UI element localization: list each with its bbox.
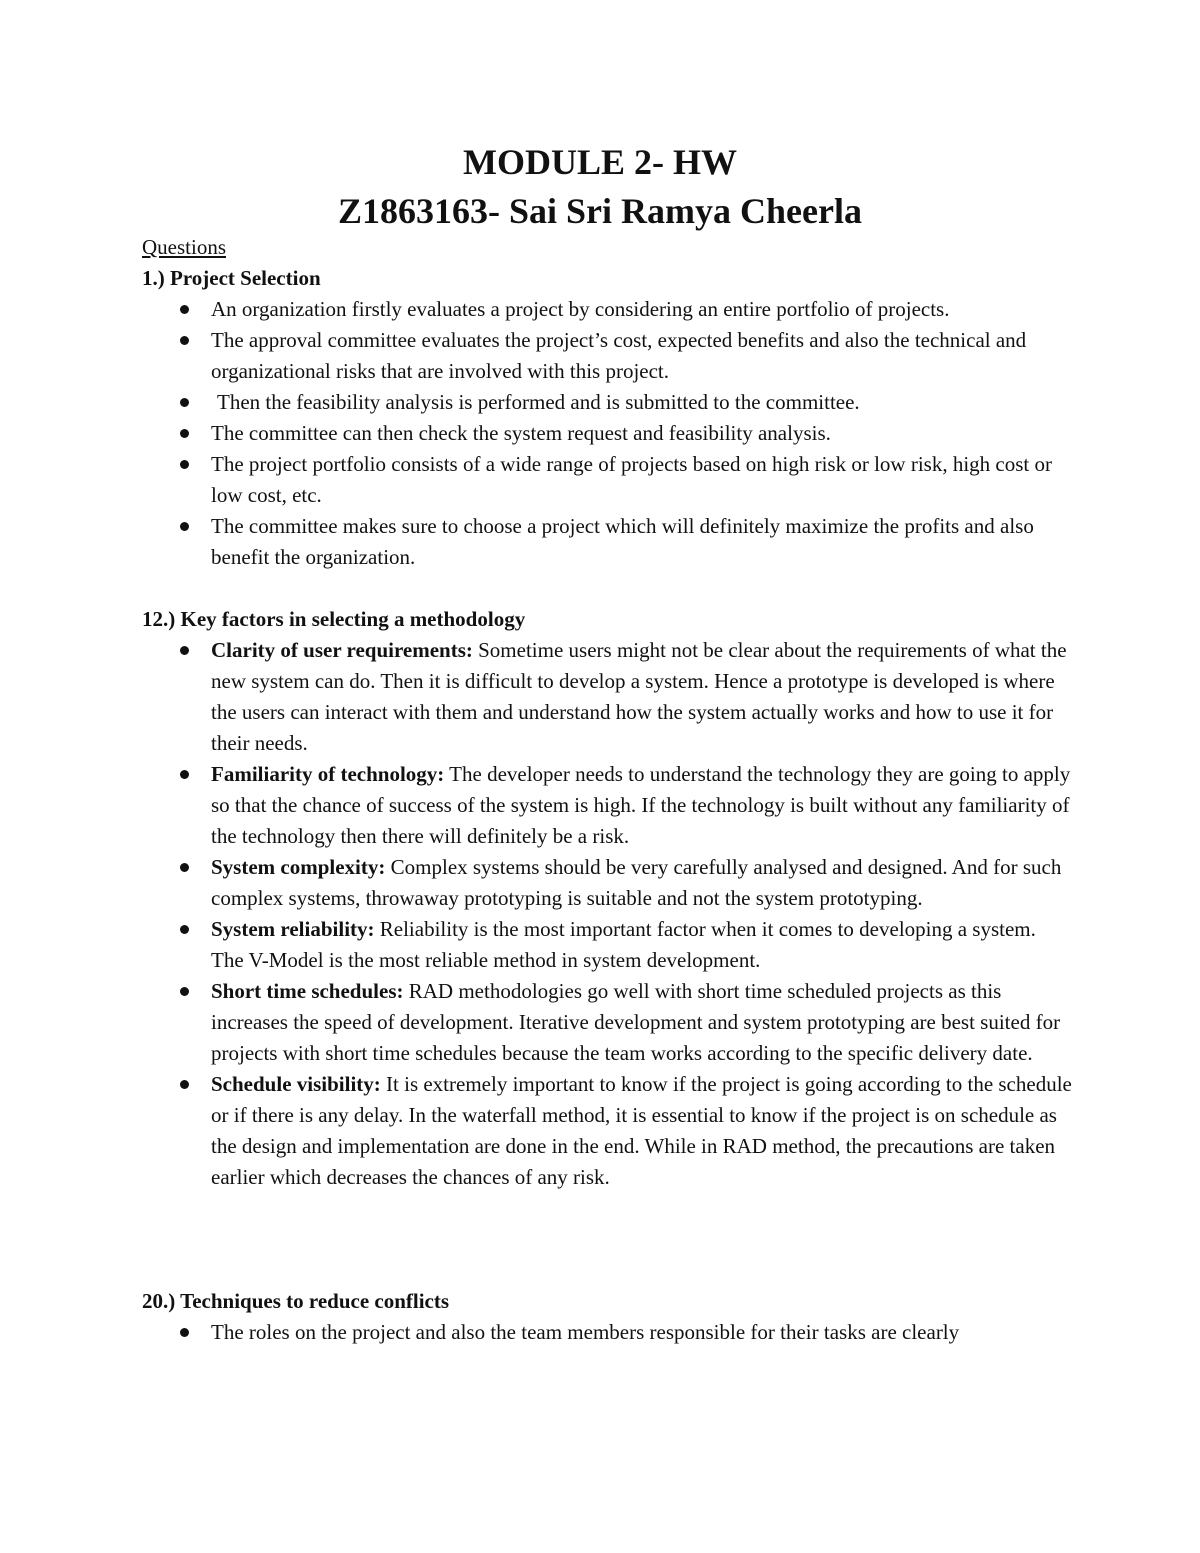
- list-item-text: Then the feasibility analysis is performed and is submitted to the committee.: [217, 390, 860, 414]
- bullet-icon: [180, 522, 189, 531]
- document-body: [142, 232, 1072, 1348]
- list-item: [211, 1317, 1072, 1348]
- bullet-icon: [180, 646, 189, 655]
- list-item-text: Sometime users might not be clear about the requirements of what the new system can do. Then it is difficult to develop a system. Hence a prototype is developed is where the users can interact with them and understand how the system actually works and how to use it for their needs.: [211, 638, 1067, 755]
- list-item-term: Short time schedules:: [211, 979, 404, 1003]
- list-item: [211, 325, 1072, 387]
- list-item: [211, 914, 1072, 976]
- list-item-text: The committee makes sure to choose a project which will definitely maximize the profits and also benefit the organization.: [211, 514, 1034, 569]
- reduce-conflicts-list: [142, 1317, 1072, 1348]
- list-item: [211, 294, 1072, 325]
- list-item-term: System reliability:: [211, 917, 375, 941]
- bullet-icon: [180, 1328, 189, 1337]
- list-item: [211, 449, 1072, 511]
- bullet-icon: [180, 1080, 189, 1089]
- bullet-icon: [180, 398, 189, 407]
- list-item-term: Familiarity of technology:: [211, 762, 445, 786]
- list-item-text: The project portfolio consists of a wide range of projects based on high risk or low risk, high cost or low cost, etc.: [211, 452, 1052, 507]
- list-item-text: Reliability is the most important factor when it comes to developing a system. The V-Model is the most reliable method in system development.: [211, 917, 1036, 972]
- list-item: [211, 1069, 1072, 1193]
- list-item: [211, 852, 1072, 914]
- list-item: [211, 635, 1072, 759]
- list-item-text: The committee can then check the system request and feasibility analysis.: [211, 421, 831, 445]
- bullet-icon: [180, 770, 189, 779]
- list-item-term: Schedule visibility:: [211, 1072, 381, 1096]
- bullet-icon: [180, 987, 189, 996]
- list-item-text: The approval committee evaluates the project’s cost, expected benefits and also the technical and organizational risks that are involved with this project.: [211, 328, 1027, 383]
- methodology-factors-list: [142, 635, 1072, 1193]
- document-title: MODULE 2- HW: [463, 142, 737, 182]
- bullet-icon: [180, 925, 189, 934]
- document-subtitle: Z1863163- Sai Sri Ramya Cheerla: [338, 191, 862, 231]
- section-heading-project-selection: 1.) Project Selection: [142, 266, 321, 290]
- list-item-term: System complexity:: [211, 855, 386, 879]
- list-item: [211, 511, 1072, 573]
- list-item: [211, 759, 1072, 852]
- bullet-icon: [180, 429, 189, 438]
- list-item-text: RAD methodologies go well with short time scheduled projects as this increases the speed of development. Iterative development and system prototyping are best suited for projects with short time schedules because the team works according to the specific delivery date.: [211, 979, 1061, 1065]
- list-item-text: The developer needs to understand the technology they are going to apply so that the chance of success of the system is high. If the technology is built without any familiarity of the technology then there will definitely be a risk.: [211, 762, 1071, 848]
- list-item-term: Clarity of user requirements:: [211, 638, 473, 662]
- list-item-text: An organization firstly evaluates a project by considering an entire portfolio of projects.: [211, 297, 950, 321]
- list-item-text: Complex systems should be very carefully analysed and designed. And for such complex systems, throwaway prototyping is suitable and not the system prototyping.: [211, 855, 1062, 910]
- list-item: [211, 387, 1072, 418]
- section-heading-reduce-conflicts: 20.) Techniques to reduce conflicts: [142, 1289, 450, 1313]
- questions-label: Questions: [142, 235, 226, 259]
- list-item: [211, 418, 1072, 449]
- bullet-icon: [180, 336, 189, 345]
- project-selection-list: [142, 294, 1072, 573]
- list-item-text: It is extremely important to know if the project is going according to the schedule or if there is any delay. In the waterfall method, it is essential to know if the project is on schedule as the design and implementation are done in the end. While in RAD method, the precautions are taken earlier which decreases the chances of any risk.: [211, 1072, 1072, 1189]
- bullet-icon: [180, 863, 189, 872]
- bullet-icon: [180, 460, 189, 469]
- bullet-icon: [180, 305, 189, 314]
- list-item-text: The roles on the project and also the team members responsible for their tasks are clearly: [211, 1320, 960, 1344]
- section-heading-methodology-factors: 12.) Key factors in selecting a methodology: [142, 607, 526, 631]
- list-item: [211, 976, 1072, 1069]
